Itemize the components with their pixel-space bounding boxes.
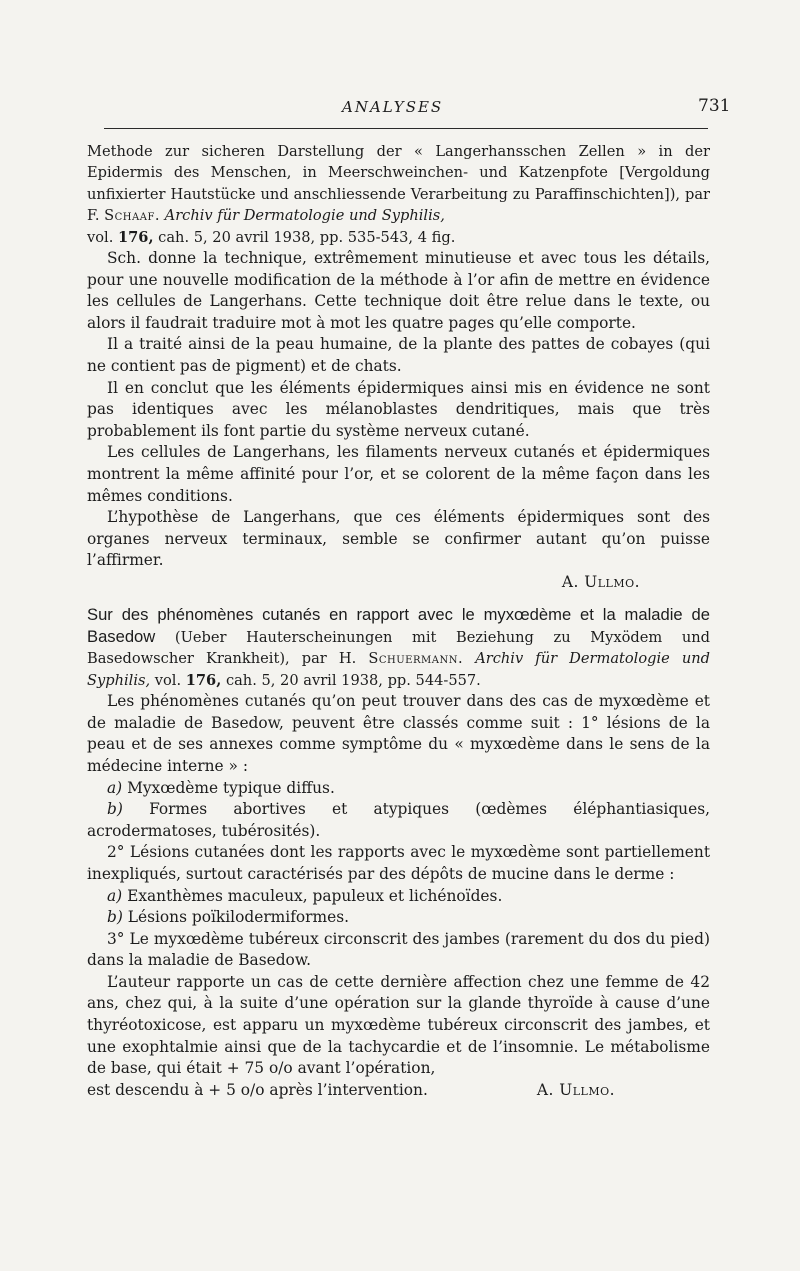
article1-signature-row (87, 572, 710, 594)
article2-volume: 176, (185, 671, 222, 689)
list-item: b) Formes abortives et atypiques (œdèmes éléphantiasiques, acrodermatoses, tubérosités). (87, 800, 710, 840)
running-head (0, 96, 800, 124)
article1-signature: A. Ullmo. (561, 572, 640, 591)
page-number: 731 (698, 96, 731, 116)
list-item: b) Lésions poïkilodermiformes. (107, 908, 350, 927)
article2-case-report: L’auteur rapporte un cas de cette dernière affection chez une femme de 42 ans, chez qui, à la suite d’une opération sur la glande thyroïde à cause d’une thyréotoxicose, est apparu un myxœdème tubéreux circonscrit des jambes, et une exophtalmie ainsi que de la tachycardie et de l’insomnie. Le métabolisme de base, qui était + 75 o/o avant l’opération, (87, 972, 710, 1078)
article2-last-line: est descendu à + 5 o/o après l’intervention. (87, 1080, 428, 1099)
page-body (87, 141, 710, 1101)
article2-point-3: 3° Le myxœdème tubéreux circonscrit des jambes (rarement du dos du pied) dans la maladie de Basedow. (87, 929, 710, 970)
article2-source: Archiv für Dermatologie und Syphilis, (87, 650, 711, 689)
article1-paragraph: Sch. donne la technique, extrêmement minutieuse et avec tous les détails, pour une nouvelle modification de la méthode à l’or afin de mettre en évidence les cellules de Langerhans. Cette technique doit être relue dans le texte, ou alors il faudrait traduire mot à mot les quatre pages qu’elle comporte. (87, 249, 710, 332)
article2-author: Schuermann. (368, 650, 464, 668)
article2-reference: Sur des phénomènes cutanés en rapport avec le myxœdème et la maladie de Basedow (Ueber Hauterscheinungen mit Beziehung zu Myxödem und Basedowscher Krankheit), par H. Schuermann. Archiv für Dermatologie und Syphilis, vol. 176, cah. 5, 20 avril 1938, pp. 544-557. (87, 604, 711, 689)
article1-author: Schaaf. (104, 207, 161, 225)
list-item: a) Myxœdème typique diffus. (107, 778, 335, 797)
article1-paragraph: Les cellules de Langerhans, les filaments nerveux cutanés et épidermiques montrent la même affinité pour l’or, et se colorent de la même façon dans les mêmes conditions. (87, 443, 710, 505)
article2-intro: Les phénomènes cutanés qu’on peut trouver dans des cas de myxœdème et de maladie de Basedow, peuvent être classés comme suit : 1° lésions de la peau et de ses annexes comme symptôme du « myxœdème dans le sens de la médecine interne » : (87, 692, 710, 775)
article2-signature-row (87, 1080, 710, 1102)
article2-point-2: 2° Lésions cutanées dont les rapports avec le myxœdème sont partiellement inexpliqués, surtout caractérisés par des dépôts de mucine dans le derme : (87, 843, 710, 883)
article1-last-paragraph: L’hypothèse de Langerhans, que ces éléments épidermiques sont des organes nerveux terminaux, semble se confirmer autant qu’on puisse l’affirmer. (87, 508, 710, 570)
article1-paragraph: Il en conclut que les éléments épidermiques ainsi mis en évidence ne sont pas identiques avec les mélanoblastes dendritiques, mais que très probablement ils font partie du système nerveux cutané. (87, 378, 710, 440)
section-title: ANALYSES (342, 98, 444, 116)
article2-title: Sur des phénomènes cutanés en rapport avec le myxœdème et la maladie de Basedow (87, 604, 710, 646)
article1-source: Archiv für Dermatologie und Syphilis, (164, 207, 445, 225)
article1-paragraph: Il a traité ainsi de la peau humaine, de la plante des pattes de cobayes (qui ne contient pas de pigment) et de chats. (87, 335, 710, 375)
article2-signature: A. Ullmo. (536, 1080, 615, 1099)
article1-volume: 176, (117, 228, 154, 246)
list-item: a) Exanthèmes maculeux, papuleux et lichénoïdes. (107, 886, 503, 905)
article1-reference: Methode zur sicheren Darstellung der « Langerhansschen Zellen » in der Epidermis des Menschen, in Meerschweinchen- und Katzenpfote [Vergoldung unfixierter Hautstücke und anschliessende Verarbeitung zu Paraffinschichten]), par F. Schaaf. Archiv für Dermatologie und Syphilis, vol. 176, cah. 5, 20 avril 1938, pp. 535-543, 4 fig. (87, 143, 710, 246)
header-rule (104, 128, 708, 129)
